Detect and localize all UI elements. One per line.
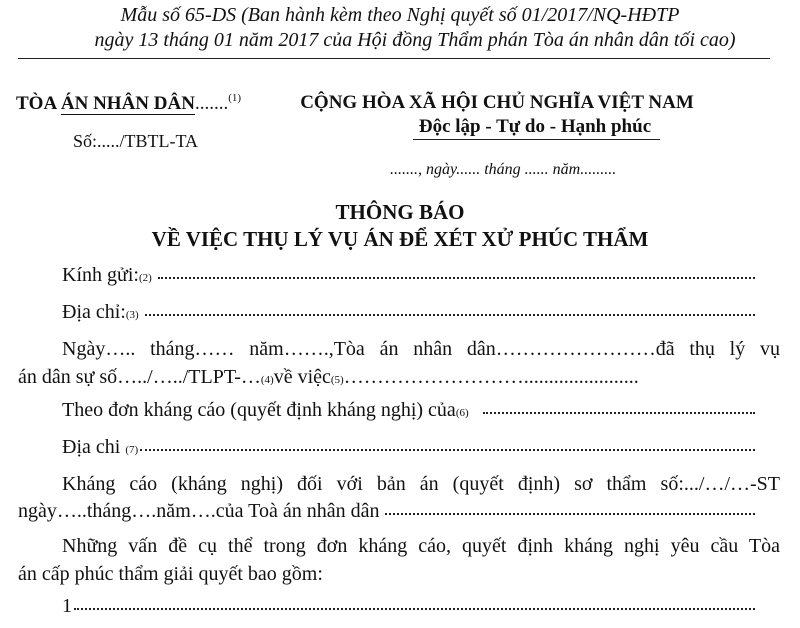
nhung-van-de-line: Những vấn đề cụ thể trong đơn kháng cáo, quyết định kháng nghị yêu cầu Tòa <box>62 535 780 557</box>
ngay-thang-text: ngày…..tháng….năm….của Toà án nhân dân <box>18 500 380 522</box>
ngay-thang-line <box>18 501 755 521</box>
document-number: Số:...../TBTL-TA <box>73 131 199 151</box>
kinh-gui-label: Kính gửi: <box>62 264 139 286</box>
court-prefix: TÒA <box>16 93 61 114</box>
note: (6) <box>455 407 469 419</box>
an-dan-su-line <box>18 367 639 387</box>
khang-cao-line: Kháng cáo (kháng nghị) đối với bản án (quyết định) sơ thẩm số:.../…/…-ST <box>62 473 780 495</box>
dia-chi-label: Địa chỉ: <box>62 301 126 323</box>
blank-field[interactable] <box>140 449 755 451</box>
an-cap-line: án cấp phúc thẩm giải quyết bao gồm: <box>18 563 323 585</box>
blank-field[interactable] <box>145 314 755 316</box>
title-line1: THÔNG BÁO <box>335 200 465 224</box>
note: (4) <box>260 374 274 386</box>
form-header-line2: ngày 13 tháng 01 năm 2017 của Hội đồng Thẩm phán Tòa án nhân dân tối cao) <box>94 29 736 51</box>
an-dan-su-text: án dân sự số…../…../TLPT-… <box>18 366 261 388</box>
note: (5) <box>330 374 344 386</box>
blank-field[interactable] <box>74 608 755 610</box>
item-number: 1 <box>62 595 72 617</box>
blank-field[interactable] <box>385 513 755 515</box>
court-note: (1) <box>228 92 242 104</box>
ve-viec-text: về việc <box>273 366 331 388</box>
dia-chi2-line <box>62 437 755 457</box>
blank-field[interactable] <box>483 412 755 414</box>
dia-chi2-label: Địa chi <box>62 436 121 458</box>
theo-don-text: Theo đơn kháng cáo (quyết định kháng nghị) của <box>62 399 456 421</box>
note: (7) <box>125 444 139 456</box>
dia-chi-line <box>62 302 755 322</box>
ve-viec-dots: ………………………....................... <box>343 366 639 388</box>
header-rule <box>18 58 770 59</box>
motto-underline <box>413 139 660 140</box>
court-name-underlined: ÁN NHÂN DÂN <box>60 93 195 114</box>
note: (3) <box>125 309 139 321</box>
form-header-line1: Mẫu số 65-DS (Ban hành kèm theo Nghị quyết số 01/2017/NQ-HĐTP <box>120 4 680 26</box>
title-line2: VỀ VIỆC THỤ LÝ VỤ ÁN ĐỂ XÉT XỬ PHÚC THẨM <box>151 227 649 251</box>
court-dots: ....... <box>194 93 229 114</box>
theo-don-line <box>62 400 755 420</box>
note: (2) <box>138 272 152 284</box>
republic-title: CỘNG HÒA XÃ HỘI CHỦ NGHĨA VIỆT NAM <box>300 92 694 113</box>
kinh-gui-line <box>62 265 755 285</box>
date-line: ......., ngày...... tháng ...... năm......... <box>390 161 617 178</box>
ngay-line: Ngày….. tháng…… năm…….,Tòa án nhân dân……………………đã thụ lý vụ <box>62 338 780 360</box>
blank-field[interactable] <box>158 277 755 279</box>
court-name <box>16 93 241 113</box>
motto: Độc lập - Tự do - Hạnh phúc <box>418 116 652 137</box>
item-1-line <box>62 596 755 616</box>
